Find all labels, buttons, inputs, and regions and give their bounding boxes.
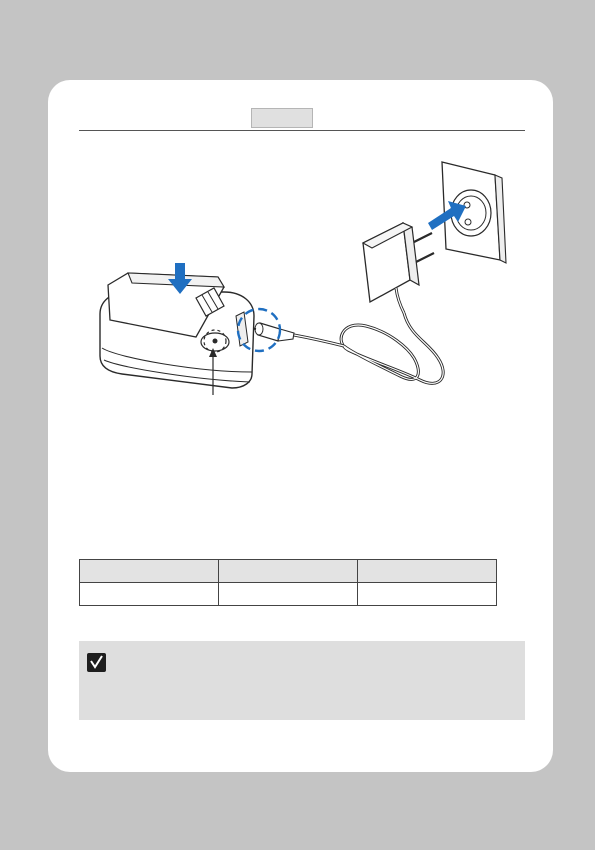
spec-table bbox=[79, 559, 497, 606]
cable-icon bbox=[294, 313, 443, 383]
table-cell bbox=[219, 583, 358, 606]
table-header-cell bbox=[80, 560, 219, 583]
table-cell bbox=[358, 583, 497, 606]
power-adapter-icon bbox=[363, 223, 434, 313]
table-cell bbox=[80, 583, 219, 606]
note-box bbox=[79, 641, 525, 720]
manual-page bbox=[48, 80, 553, 772]
table-row bbox=[80, 583, 497, 606]
checkmark-icon bbox=[87, 653, 106, 672]
table-header-cell bbox=[358, 560, 497, 583]
table-header-cell bbox=[219, 560, 358, 583]
table-header-row bbox=[80, 560, 497, 583]
